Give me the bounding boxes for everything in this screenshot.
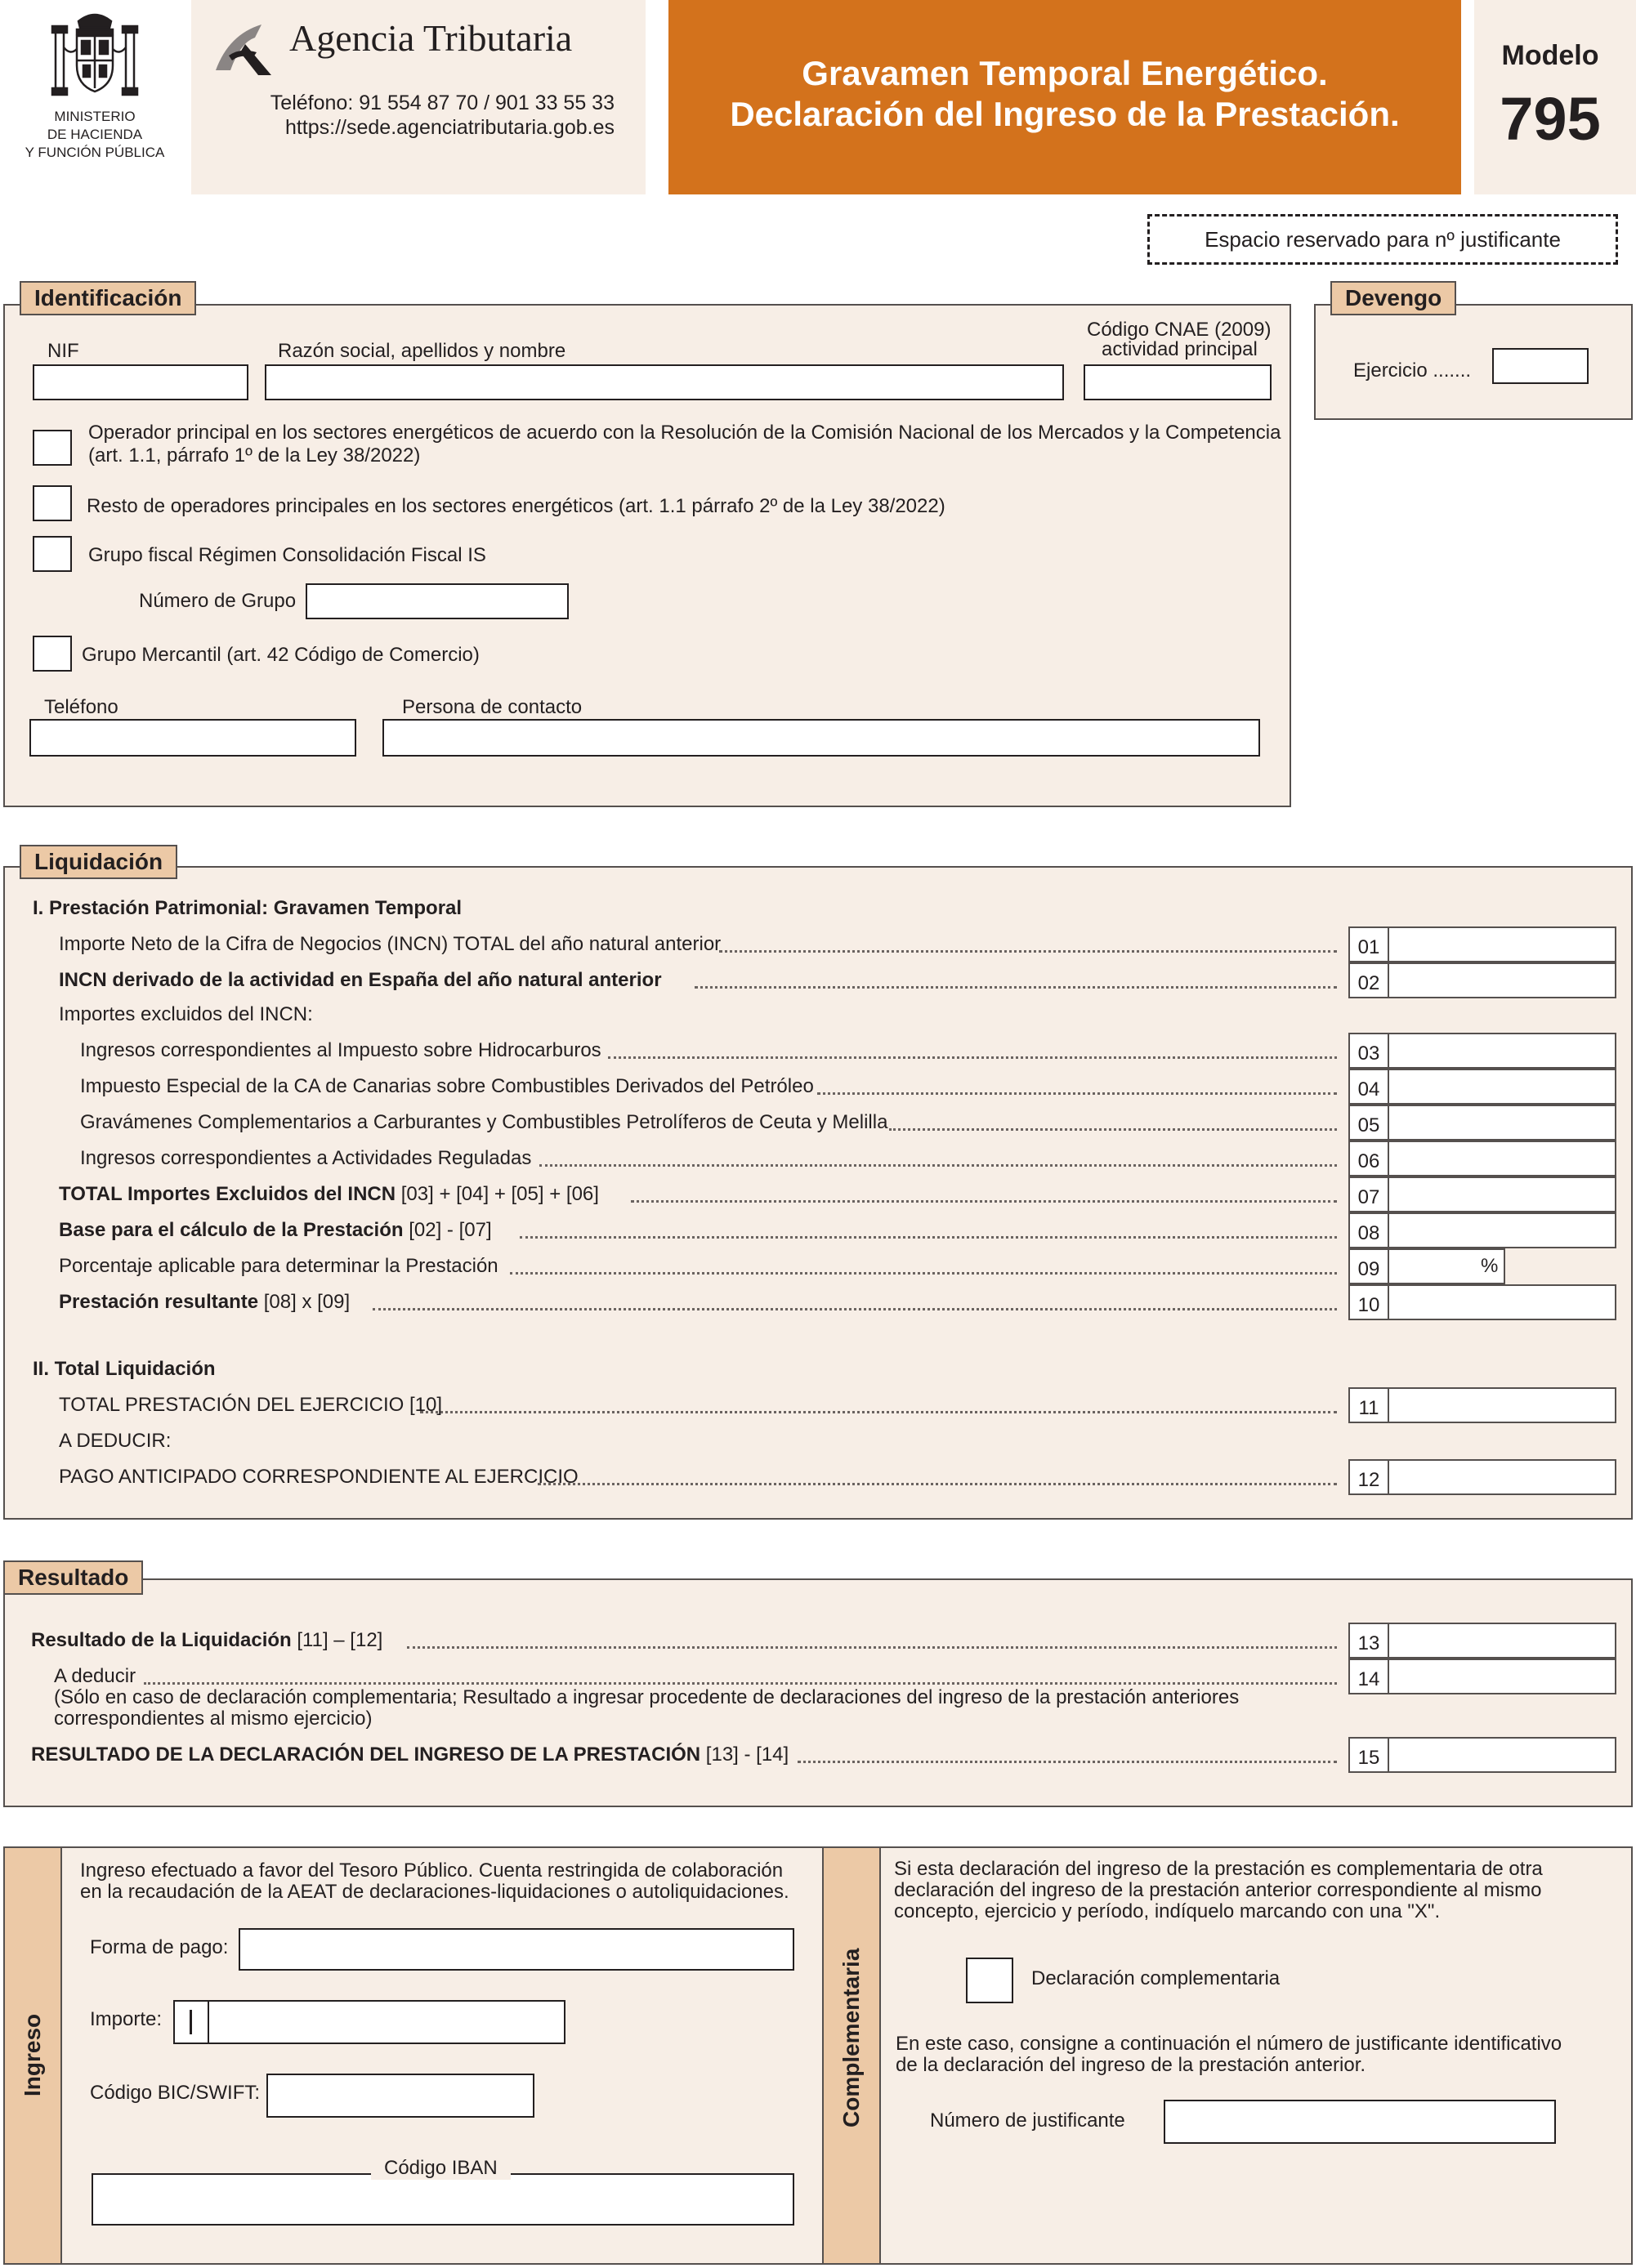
telefono-label: Teléfono: [44, 696, 118, 718]
form-title-banner: [668, 0, 1461, 194]
section1-heading: I. Prestación Patrimonial: Gravamen Temporal: [33, 897, 463, 919]
a-deducir-label: A DEDUCIR:: [59, 1430, 172, 1452]
resultado-tab: Resultado: [3, 1560, 143, 1595]
box-number-06: 06: [1348, 1141, 1389, 1176]
line-09-leader: [510, 1258, 1337, 1275]
line-08-label: Base para el cálculo de la Prestación [02] - [07]: [59, 1219, 492, 1241]
box-number-11: 11: [1348, 1387, 1389, 1423]
line-03-label: Ingresos correspondientes al Impuesto sobre Hidrocarburos: [80, 1039, 601, 1061]
line-01-label: Importe Neto de la Cifra de Negocios (INCN) TOTAL del año natural anterior: [59, 933, 722, 955]
cnae-field[interactable]: [1084, 364, 1272, 400]
ingreso-text-2: en la recaudación de la AEAT de declaraciones-liquidaciones o autoliquidaciones.: [80, 1881, 789, 1903]
box-number-08: 08: [1348, 1212, 1389, 1248]
ingreso-text-1: Ingreso efectuado a favor del Tesoro Público. Cuenta restringida de colaboración: [80, 1859, 784, 1882]
ingreso-vertical-label: Ingreso: [20, 2013, 45, 2096]
importe-field[interactable]: [173, 2000, 565, 2044]
box-number-15: 15: [1348, 1737, 1389, 1773]
nif-label: NIF: [47, 340, 79, 362]
persona-contacto-field[interactable]: [382, 719, 1260, 757]
box-number-02: 02: [1348, 962, 1389, 998]
agency-phone: Teléfono: 91 554 87 70 / 901 33 55 33: [270, 92, 615, 114]
line-11-leader: [420, 1397, 1337, 1413]
field-05[interactable]: [1388, 1105, 1616, 1141]
line-14-label: A deducir: [54, 1665, 136, 1687]
declaracion-complementaria-checkbox[interactable]: [966, 1958, 1013, 2003]
line-07-leader: [631, 1186, 1337, 1203]
field-13[interactable]: [1388, 1623, 1616, 1659]
forma-pago-field[interactable]: [239, 1928, 794, 1971]
field-11[interactable]: [1388, 1387, 1616, 1423]
line-14-note-1: (Sólo en caso de declaración complementaria; Resultado a ingresar procedente de declaraciones del ingreso de la prestación anteriores: [54, 1686, 1240, 1708]
persona-contacto-label: Persona de contacto: [402, 696, 583, 718]
devengo-tab: Devengo: [1330, 281, 1456, 315]
liquidacion-tab: Liquidación: [20, 845, 177, 879]
complementaria-text-1: Si esta declaración del ingreso de la prestación es complementaria de otra: [894, 1858, 1543, 1880]
agency-name: Agencia Tributaria: [289, 17, 573, 59]
ejercicio-field[interactable]: [1492, 348, 1589, 384]
field-10[interactable]: [1388, 1284, 1616, 1320]
agency-logo-icon: [212, 20, 276, 78]
line-15-leader: [798, 1747, 1337, 1763]
razon-social-field[interactable]: [265, 364, 1064, 400]
identificacion-tab: Identificación: [20, 281, 196, 315]
agency-header: [191, 0, 646, 194]
cnae-label-2: actividad principal: [1102, 338, 1258, 360]
resto-operadores-checkbox[interactable]: [33, 485, 72, 521]
line-05-label: Gravámenes Complementarios a Carburantes y Combustibles Petrolíferos de Ceuta y Melilla: [80, 1111, 888, 1133]
numero-grupo-label: Número de Grupo: [139, 590, 297, 612]
line-06-label: Ingresos correspondientes a Actividades Reguladas: [80, 1147, 532, 1169]
telefono-field[interactable]: [29, 719, 356, 757]
modelo-box: [1474, 0, 1636, 194]
operador-principal-label-2: (art. 1.1, párrafo 1º de la Ley 38/2022): [88, 444, 421, 467]
line-14-note-2: correspondientes al mismo ejercicio): [54, 1708, 373, 1730]
excluded-header: Importes excluidos del INCN:: [59, 1003, 313, 1025]
complementaria-vertical-label: Complementaria: [838, 1948, 864, 2127]
line-09-label: Porcentaje aplicable para determinar la Prestación: [59, 1255, 498, 1277]
declaracion-complementaria-label: Declaración complementaria: [1031, 1967, 1281, 1989]
ministry-line-2: DE HACIENDA: [47, 127, 143, 142]
complementaria-caso-2: de la declaración del ingreso de la prestación anterior.: [896, 2054, 1366, 2076]
field-02[interactable]: [1388, 962, 1616, 998]
numero-grupo-field[interactable]: [306, 583, 569, 619]
box-number-01: 01: [1348, 926, 1389, 962]
box-number-14: 14: [1348, 1659, 1389, 1694]
field-03[interactable]: [1388, 1033, 1616, 1069]
importe-sign-divider: [208, 2002, 209, 2043]
bic-field[interactable]: [266, 2074, 534, 2118]
reserved-space: [1147, 214, 1618, 265]
numero-justificante-field[interactable]: [1164, 2100, 1556, 2144]
complementaria-text-2: declaración del ingreso de la prestación anterior correspondiente al mismo: [894, 1879, 1542, 1901]
field-04[interactable]: [1388, 1069, 1616, 1105]
form-title-line-1: Gravamen Temporal Energético.: [802, 54, 1328, 92]
field-12[interactable]: [1388, 1459, 1616, 1495]
line-15-label: RESULTADO DE LA DECLARACIÓN DEL INGRESO DE LA PRESTACIÓN [13] - [14]: [31, 1743, 789, 1766]
grupo-fiscal-label: Grupo fiscal Régimen Consolidación Fiscal IS: [88, 544, 486, 566]
box-number-04: 04: [1348, 1069, 1389, 1105]
modelo-label: Modelo: [1501, 40, 1599, 71]
line-13-leader: [407, 1632, 1337, 1649]
complementaria-text-3: concepto, ejercicio y período, indíquelo marcando con una "X".: [894, 1900, 1441, 1922]
grupo-mercantil-label: Grupo Mercantil (art. 42 Código de Comercio): [82, 644, 480, 666]
field-15[interactable]: [1388, 1737, 1616, 1773]
box-number-12: 12: [1348, 1459, 1389, 1495]
box-number-10: 10: [1348, 1284, 1389, 1320]
ministry-logo: [23, 7, 167, 167]
resto-operadores-label: Resto de operadores principales en los sectores energéticos (art. 1.1 párrafo 2º de la Ley 38/2022): [87, 495, 945, 517]
grupo-fiscal-checkbox[interactable]: [33, 536, 72, 572]
line-01-leader: [719, 936, 1337, 953]
field-08[interactable]: [1388, 1212, 1616, 1248]
line-14-leader: [144, 1668, 1337, 1685]
form-title-line-2: Declaración del Ingreso de la Prestación.: [730, 95, 1400, 133]
line-03-leader: [608, 1042, 1337, 1059]
box-number-09: 09: [1348, 1248, 1389, 1284]
line-10-leader: [373, 1294, 1337, 1310]
field-07[interactable]: [1388, 1176, 1616, 1212]
ministry-line-3: Y FUNCIÓN PÚBLICA: [25, 145, 165, 160]
importe-cursor: [190, 2010, 192, 2034]
coat-of-arms-icon: [46, 7, 144, 101]
line-12-label: PAGO ANTICIPADO CORRESPONDIENTE AL EJERCICIO: [59, 1466, 579, 1488]
box-number-07: 07: [1348, 1176, 1389, 1212]
line-11-label: TOTAL PRESTACIÓN DEL EJERCICIO [10]: [59, 1394, 442, 1416]
nif-field[interactable]: [33, 364, 248, 400]
percent-sign: %: [1481, 1255, 1499, 1277]
iban-label: Código IBAN: [371, 2157, 511, 2180]
operador-principal-label-1: Operador principal en los sectores energéticos de acuerdo con la Resolución de la Comisión Nacional de los Mercados y la Competencia: [88, 422, 1281, 444]
line-12-leader: [538, 1469, 1337, 1485]
box-number-03: 03: [1348, 1033, 1389, 1069]
line-06-leader: [539, 1150, 1337, 1167]
box-number-13: 13: [1348, 1623, 1389, 1659]
ejercicio-label: Ejercicio .......: [1353, 359, 1472, 382]
forma-pago-label: Forma de pago:: [90, 1936, 229, 1958]
line-04-label: Impuesto Especial de la CA de Canarias sobre Combustibles Derivados del Petróleo: [80, 1075, 814, 1097]
bic-label: Código BIC/SWIFT:: [90, 2082, 261, 2104]
line-08-leader: [520, 1222, 1337, 1239]
line-13-label: Resultado de la Liquidación [11] – [12]: [31, 1629, 383, 1651]
operador-principal-checkbox[interactable]: [33, 430, 72, 466]
numero-justificante-label: Número de justificante: [930, 2110, 1125, 2132]
iban-field[interactable]: [92, 2173, 794, 2226]
agency-url: https://sede.agenciatributaria.gob.es: [284, 116, 615, 139]
field-01[interactable]: [1388, 926, 1616, 962]
line-05-leader: [889, 1114, 1337, 1131]
field-06[interactable]: [1388, 1141, 1616, 1176]
line-04-leader: [817, 1078, 1337, 1095]
line-02-leader: [695, 972, 1337, 989]
line-07-label: TOTAL Importes Excluidos del INCN [03] + [04] + [05] + [06]: [59, 1183, 599, 1205]
field-14[interactable]: [1388, 1659, 1616, 1694]
reserved-space-label: Espacio reservado para nº justificante: [1205, 227, 1561, 252]
ministry-line-1: MINISTERIO: [54, 109, 136, 124]
modelo-number: 795: [1500, 85, 1601, 153]
section2-heading: II. Total Liquidación: [33, 1358, 216, 1380]
line-10-label: Prestación resultante [08] x [09]: [59, 1291, 351, 1313]
cnae-label-1: Código CNAE (2009): [1087, 319, 1272, 341]
razon-social-label: Razón social, apellidos y nombre: [278, 340, 566, 362]
importe-label: Importe:: [90, 2008, 163, 2030]
line-02-label: INCN derivado de la actividad en España del año natural anterior: [59, 969, 662, 991]
complementaria-caso-1: En este caso, consigne a continuación el número de justificante identificativo: [896, 2033, 1562, 2055]
grupo-mercantil-checkbox[interactable]: [33, 636, 72, 672]
box-number-05: 05: [1348, 1105, 1389, 1141]
